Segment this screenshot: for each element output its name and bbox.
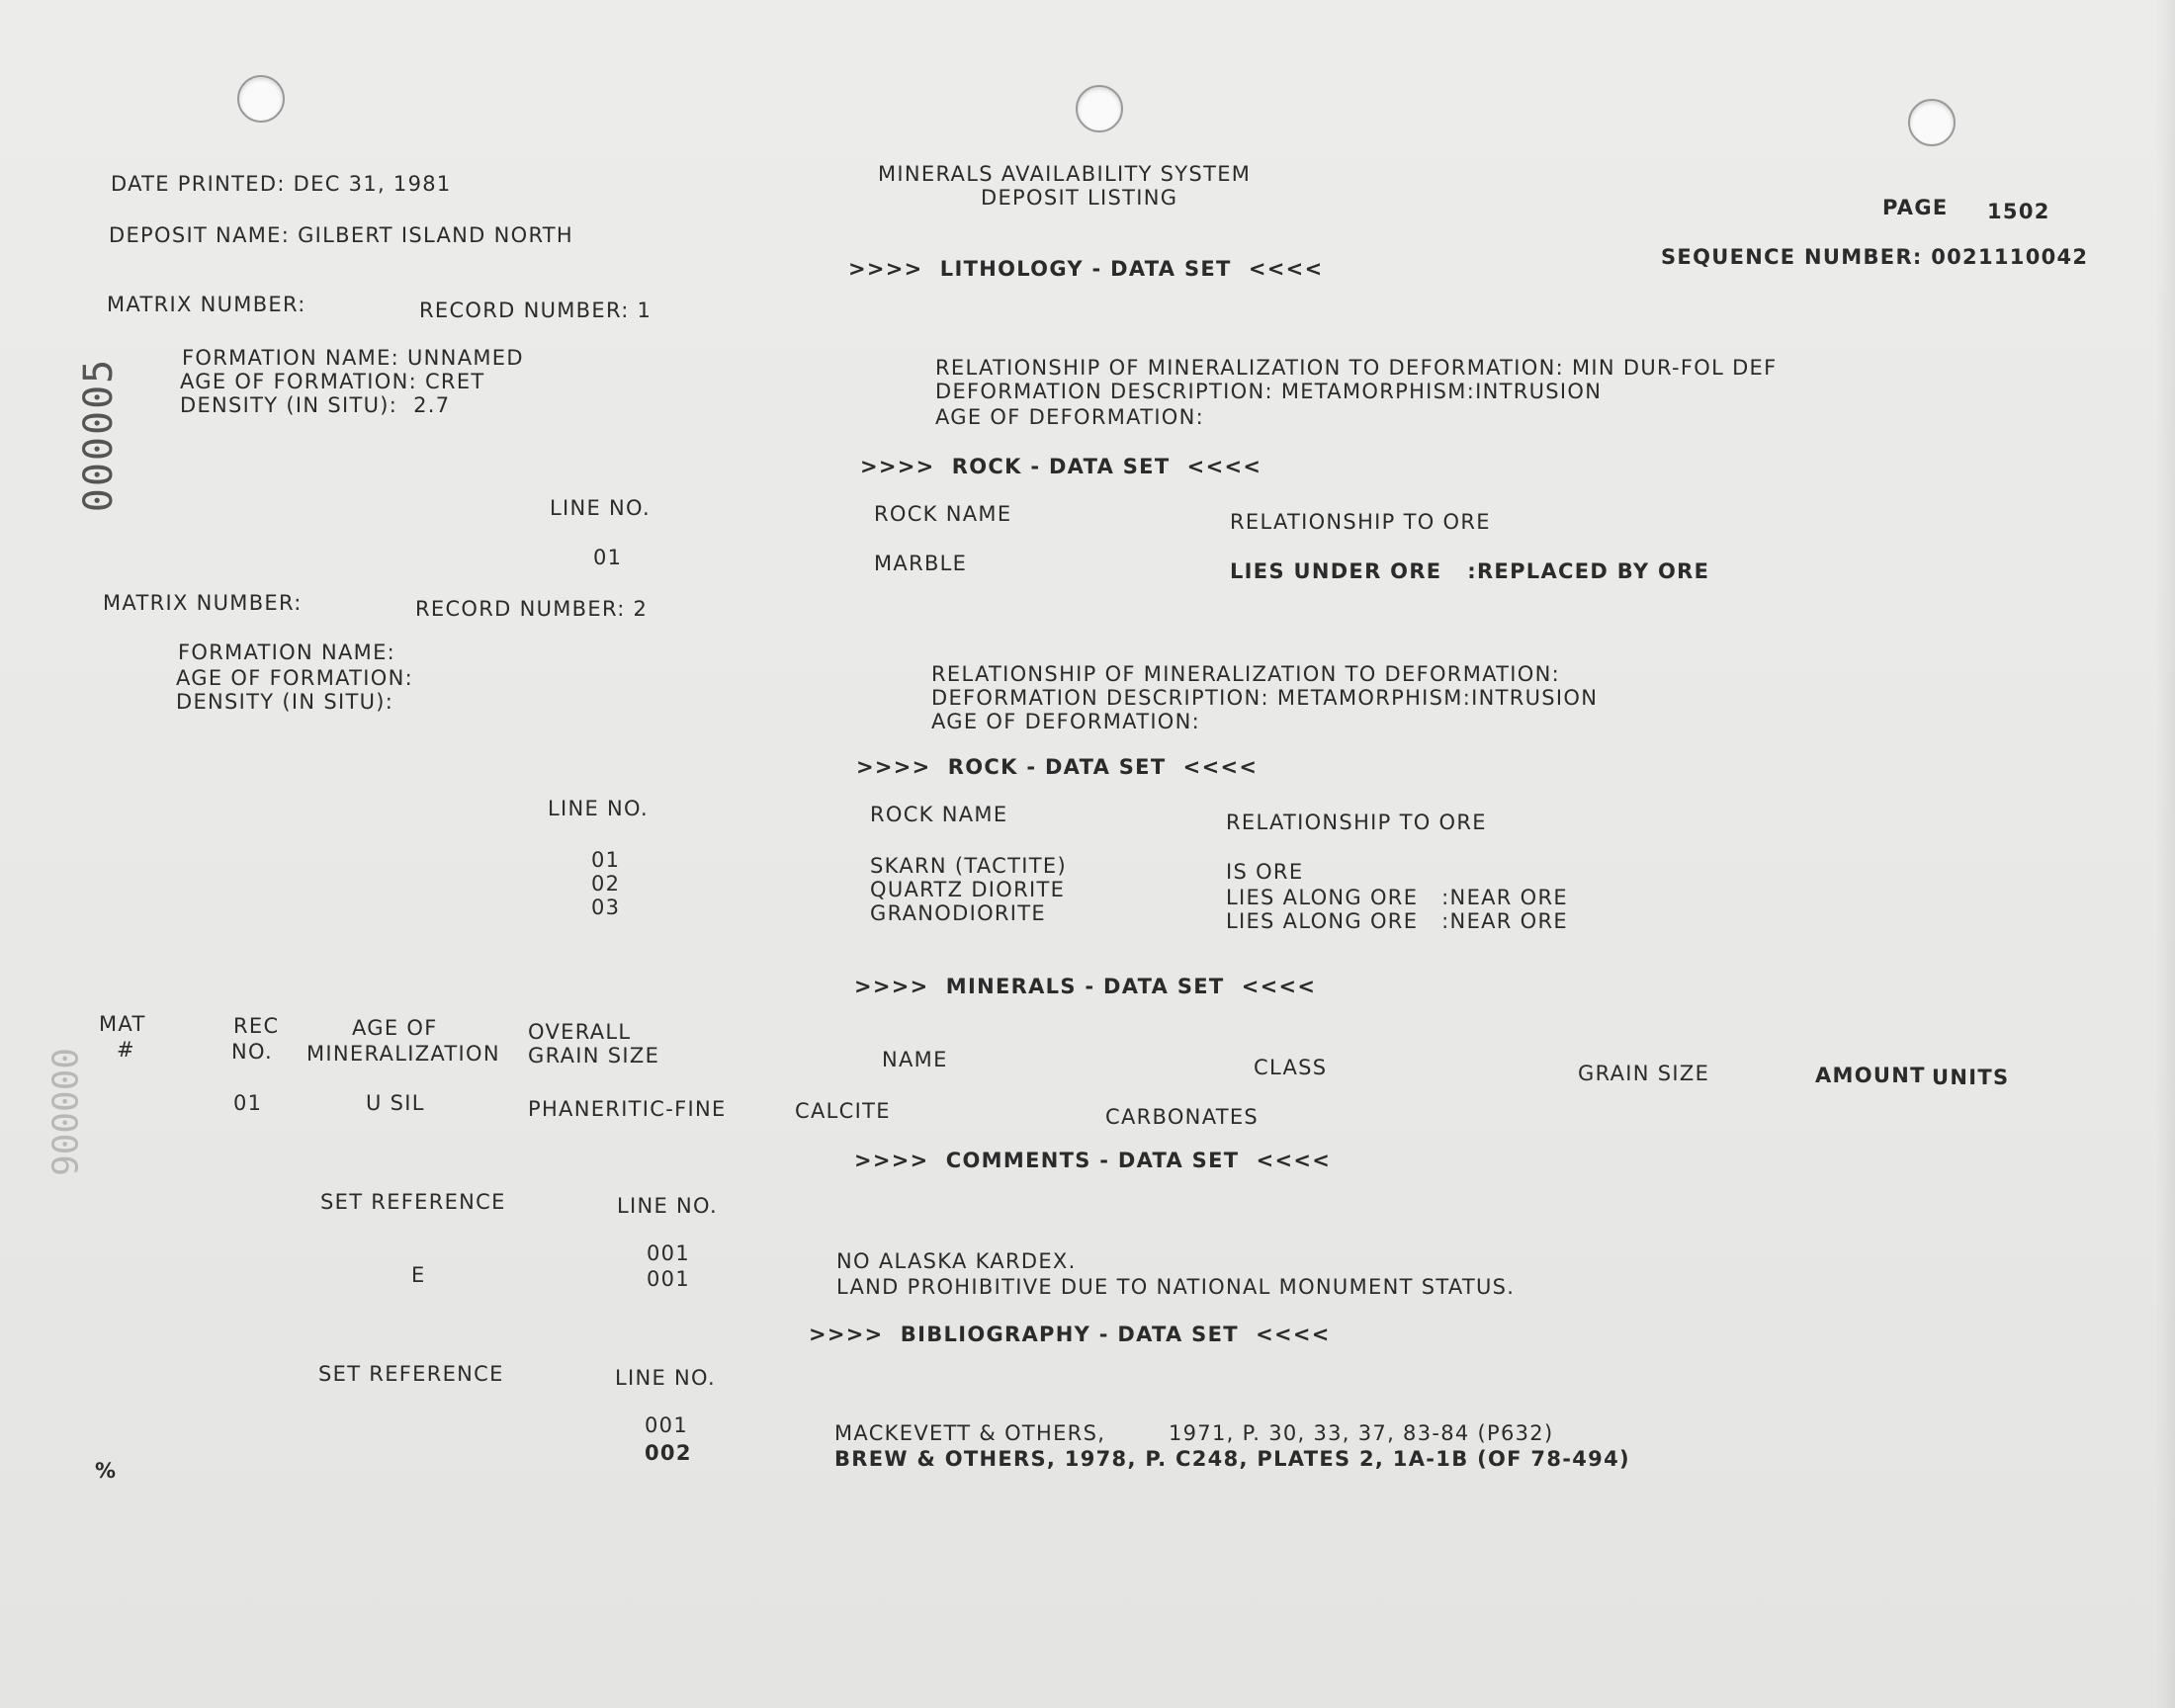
matrix-number-label: MATRIX NUMBER: [107, 293, 306, 316]
rock-row-relationship: LIES ALONG ORE :NEAR ORE [1226, 909, 1568, 933]
bibliography-row-text: BREW & OTHERS, 1978, P. C248, PLATES 2, 1A-1B (OF 78-494) [834, 1447, 1630, 1471]
bibliography-header-set-reference: SET REFERENCE [318, 1362, 504, 1386]
relationship-to-deformation: RELATIONSHIP OF MINERALIZATION TO DEFORMATION: MIN DUR-FOL DEF [935, 356, 1778, 380]
age-of-formation: AGE OF FORMATION: [176, 666, 413, 690]
minerals-header-mat: MAT [99, 1012, 146, 1036]
punch-hole-right [1908, 99, 1956, 146]
page-number: 1502 [1987, 200, 2050, 223]
rock-row-name: SKARN (TACTITE) [870, 854, 1067, 878]
rock-row-line: 03 [591, 896, 621, 919]
minerals-header-overall-grain: GRAIN SIZE [528, 1044, 660, 1068]
rock-row-relationship: IS ORE [1226, 860, 1304, 884]
minerals-row-rec: 01 [233, 1091, 263, 1115]
rock-header-relationship: RELATIONSHIP TO ORE [1226, 811, 1487, 834]
rock-row-line: 01 [591, 848, 621, 872]
bibliography-row-text: MACKEVETT & OTHERS, 1971, P. 30, 33, 37, 83-84 (P632) [834, 1421, 1554, 1445]
formation-name: FORMATION NAME: [178, 640, 396, 664]
ghost-sheet-number: 000006 [43, 1047, 84, 1177]
age-of-deformation: AGE OF DEFORMATION: [931, 710, 1201, 733]
minerals-header-units: UNITS [1932, 1066, 2010, 1089]
rock-row-relationship: LIES UNDER ORE :REPLACED BY ORE [1230, 559, 1710, 583]
comments-header-set-reference: SET REFERENCE [320, 1190, 506, 1214]
minerals-row-age: U SIL [366, 1091, 425, 1115]
date-printed: DATE PRINTED: DEC 31, 1981 [111, 172, 452, 196]
rock-header-line-no: LINE NO. [548, 797, 650, 820]
deposit-name: DEPOSIT NAME: GILBERT ISLAND NORTH [109, 223, 574, 247]
rock-row-line: 02 [591, 872, 621, 896]
record-number: RECORD NUMBER: 2 [415, 597, 649, 621]
rock-header-relationship: RELATIONSHIP TO ORE [1230, 510, 1491, 534]
rock-row-name: MARBLE [874, 552, 968, 575]
comments-section-title: >>>> COMMENTS - DATA SET <<<< [854, 1149, 1332, 1172]
punch-hole-center [1076, 85, 1123, 132]
punch-hole-left [237, 75, 285, 123]
lithology-section-title: >>>> LITHOLOGY - DATA SET <<<< [848, 257, 1324, 281]
minerals-row-overall-grain: PHANERITIC-FINE [528, 1097, 727, 1121]
rock-section-title: >>>> ROCK - DATA SET <<<< [860, 455, 1262, 478]
minerals-header-mat-hash: # [117, 1038, 135, 1062]
record-number: RECORD NUMBER: 1 [419, 299, 652, 322]
minerals-header-mineralization: MINERALIZATION [306, 1042, 500, 1066]
comments-row-text: NO ALASKA KARDEX. [836, 1249, 1077, 1273]
minerals-header-class: CLASS [1254, 1056, 1328, 1079]
density: DENSITY (IN SITU): [176, 690, 394, 714]
age-of-formation: AGE OF FORMATION: CRET [180, 370, 485, 393]
rock-section-title: >>>> ROCK - DATA SET <<<< [856, 755, 1259, 779]
comments-row-line: 001 [647, 1241, 690, 1265]
page-label: PAGE [1882, 196, 1949, 219]
comments-row-text: LAND PROHIBITIVE DUE TO NATIONAL MONUMENT STATUS. [836, 1275, 1516, 1299]
minerals-header-rec-no: NO. [231, 1040, 273, 1064]
rock-row-line: 01 [593, 546, 623, 569]
minerals-header-amount: AMOUNT [1815, 1064, 1926, 1087]
formation-name: FORMATION NAME: UNNAMED [182, 346, 524, 370]
minerals-header-rec: REC [233, 1014, 280, 1038]
stamped-sheet-number: 000005 [76, 357, 122, 513]
bibliography-row-line: 001 [645, 1413, 688, 1437]
density: DENSITY (IN SITU): 2.7 [180, 393, 451, 417]
sequence-number: SEQUENCE NUMBER: 0021110042 [1661, 245, 2089, 269]
comments-row-line: 001 [647, 1267, 690, 1291]
rock-header-line-no: LINE NO. [550, 496, 652, 520]
rock-header-rock-name: ROCK NAME [874, 502, 1012, 526]
footer-mark: % [95, 1459, 118, 1483]
page-edge-shadow [2155, 0, 2175, 1708]
bibliography-row-line: 002 [645, 1441, 692, 1465]
rock-header-rock-name: ROCK NAME [870, 803, 1008, 826]
deformation-description: DEFORMATION DESCRIPTION: METAMORPHISM:INTRUSION [935, 380, 1603, 403]
minerals-row-class: CARBONATES [1105, 1105, 1260, 1129]
minerals-header-age-of: AGE OF [352, 1016, 438, 1040]
comments-header-line-no: LINE NO. [617, 1194, 719, 1218]
relationship-to-deformation: RELATIONSHIP OF MINERALIZATION TO DEFORMATION: [931, 662, 1560, 686]
listing-title: DEPOSIT LISTING [981, 186, 1178, 210]
system-title: MINERALS AVAILABILITY SYSTEM [878, 162, 1252, 186]
rock-row-name: QUARTZ DIORITE [870, 878, 1066, 901]
minerals-row-name: CALCITE [795, 1099, 891, 1123]
deformation-description: DEFORMATION DESCRIPTION: METAMORPHISM:INTRUSION [931, 686, 1599, 710]
age-of-deformation: AGE OF DEFORMATION: [935, 405, 1205, 429]
minerals-header-overall: OVERALL [528, 1020, 632, 1044]
rock-row-name: GRANODIORITE [870, 901, 1046, 925]
bibliography-section-title: >>>> BIBLIOGRAPHY - DATA SET <<<< [809, 1323, 1331, 1346]
rock-row-relationship: LIES ALONG ORE :NEAR ORE [1226, 886, 1568, 909]
bibliography-header-line-no: LINE NO. [615, 1366, 717, 1390]
minerals-section-title: >>>> MINERALS - DATA SET <<<< [854, 975, 1317, 998]
comments-row-set-ref: E [411, 1263, 426, 1287]
minerals-header-grain-size: GRAIN SIZE [1578, 1062, 1710, 1085]
minerals-header-name: NAME [882, 1048, 948, 1071]
matrix-number-label: MATRIX NUMBER: [103, 591, 303, 615]
